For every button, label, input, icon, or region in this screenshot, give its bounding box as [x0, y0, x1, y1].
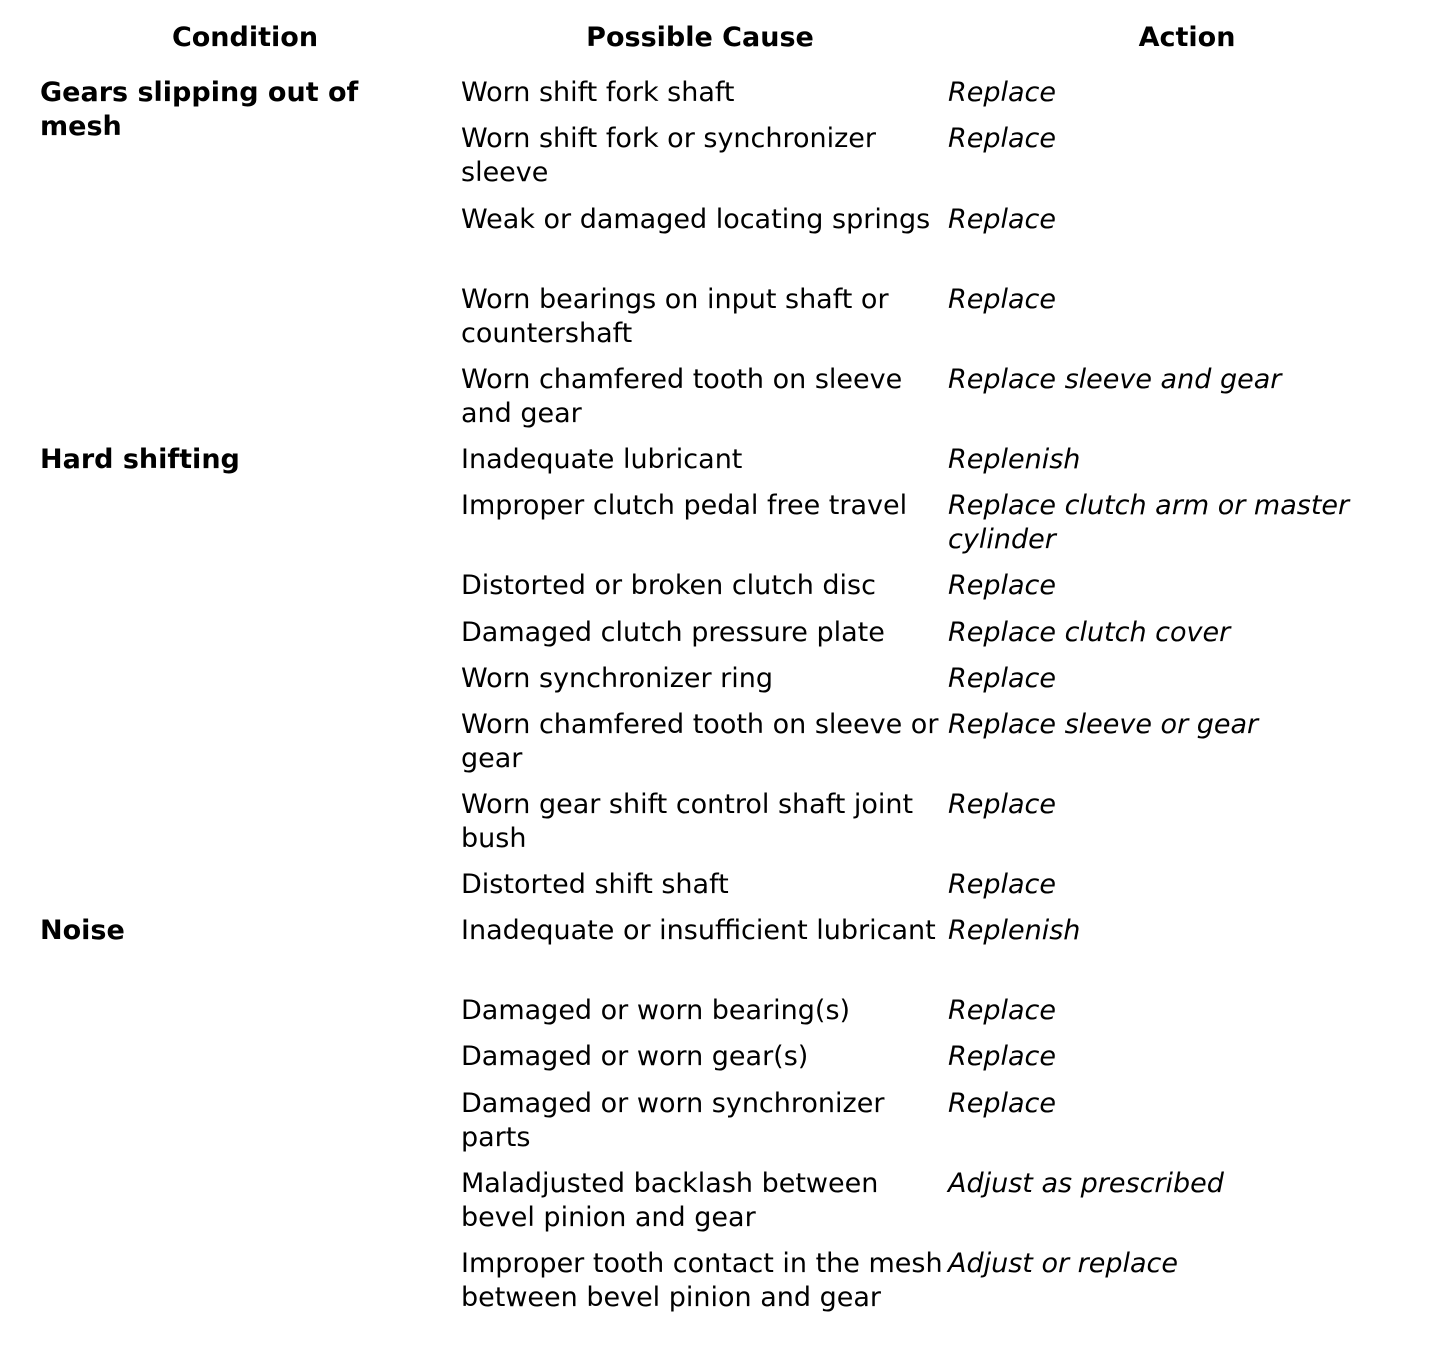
cause-cell: Worn chamfered tooth on sleeve and gear — [461, 364, 903, 429]
action-cell: Replenish — [948, 444, 1081, 475]
cause-cell: Worn shift fork or synchronizer sleeve — [461, 123, 877, 188]
condition-noise: Noise — [40, 915, 125, 946]
cause-cell: Worn chamfered tooth on sleeve or gear — [461, 709, 939, 774]
condition-gears-slipping: Gears slipping out of mesh — [40, 77, 359, 142]
action-cell: Replace — [948, 663, 1057, 694]
action-cell: Replace — [948, 570, 1057, 601]
cause-cell: Worn bearings on input shaft or countershaft — [461, 284, 889, 349]
cause-cell: Worn gear shift control shaft joint bush — [461, 789, 914, 854]
cause-cell: Weak or damaged locating springs — [461, 204, 931, 235]
action-cell: Replace sleeve and gear — [948, 364, 1282, 395]
condition-hard-shifting: Hard shifting — [40, 444, 240, 475]
cause-cell: Damaged clutch pressure plate — [461, 617, 885, 648]
action-cell: Replace — [948, 204, 1057, 235]
header-condition: Condition — [171, 22, 319, 53]
cause-cell: Worn shift fork shaft — [461, 77, 735, 108]
action-cell: Replace clutch arm or master cylinder — [948, 490, 1350, 555]
action-cell: Replenish — [948, 915, 1081, 946]
action-cell: Replace — [948, 995, 1057, 1026]
cause-cell: Improper tooth contact in the mesh between bevel pinion and gear — [461, 1248, 943, 1313]
action-cell: Replace — [948, 1041, 1057, 1072]
action-cell: Replace sleeve or gear — [948, 709, 1259, 740]
cause-cell: Damaged or worn synchronizer parts — [461, 1088, 885, 1153]
cause-cell: Damaged or worn bearing(s) — [461, 995, 851, 1026]
action-cell: Replace — [948, 869, 1057, 900]
action-cell: Replace — [948, 1088, 1057, 1119]
cause-cell: Distorted or broken clutch disc — [461, 570, 876, 601]
action-cell: Replace — [948, 789, 1057, 820]
action-cell: Adjust as prescribed — [948, 1168, 1224, 1199]
action-cell: Replace — [948, 284, 1057, 315]
header-possible-cause: Possible Cause — [586, 22, 814, 53]
action-cell: Replace — [948, 77, 1057, 108]
cause-cell: Maladjusted backlash between bevel pinion and gear — [461, 1168, 879, 1233]
header-action: Action — [1138, 22, 1236, 53]
cause-cell: Improper clutch pedal free travel — [461, 490, 908, 521]
action-cell: Adjust or replace — [948, 1248, 1179, 1279]
action-cell: Replace clutch cover — [948, 617, 1231, 648]
cause-cell: Damaged or worn gear(s) — [461, 1041, 809, 1072]
cause-cell: Distorted shift shaft — [461, 869, 729, 900]
cause-cell: Worn synchronizer ring — [461, 663, 774, 694]
action-cell: Replace — [948, 123, 1057, 154]
cause-cell: Inadequate lubricant — [461, 444, 743, 475]
cause-cell: Inadequate or insufficient lubricant — [461, 915, 936, 946]
